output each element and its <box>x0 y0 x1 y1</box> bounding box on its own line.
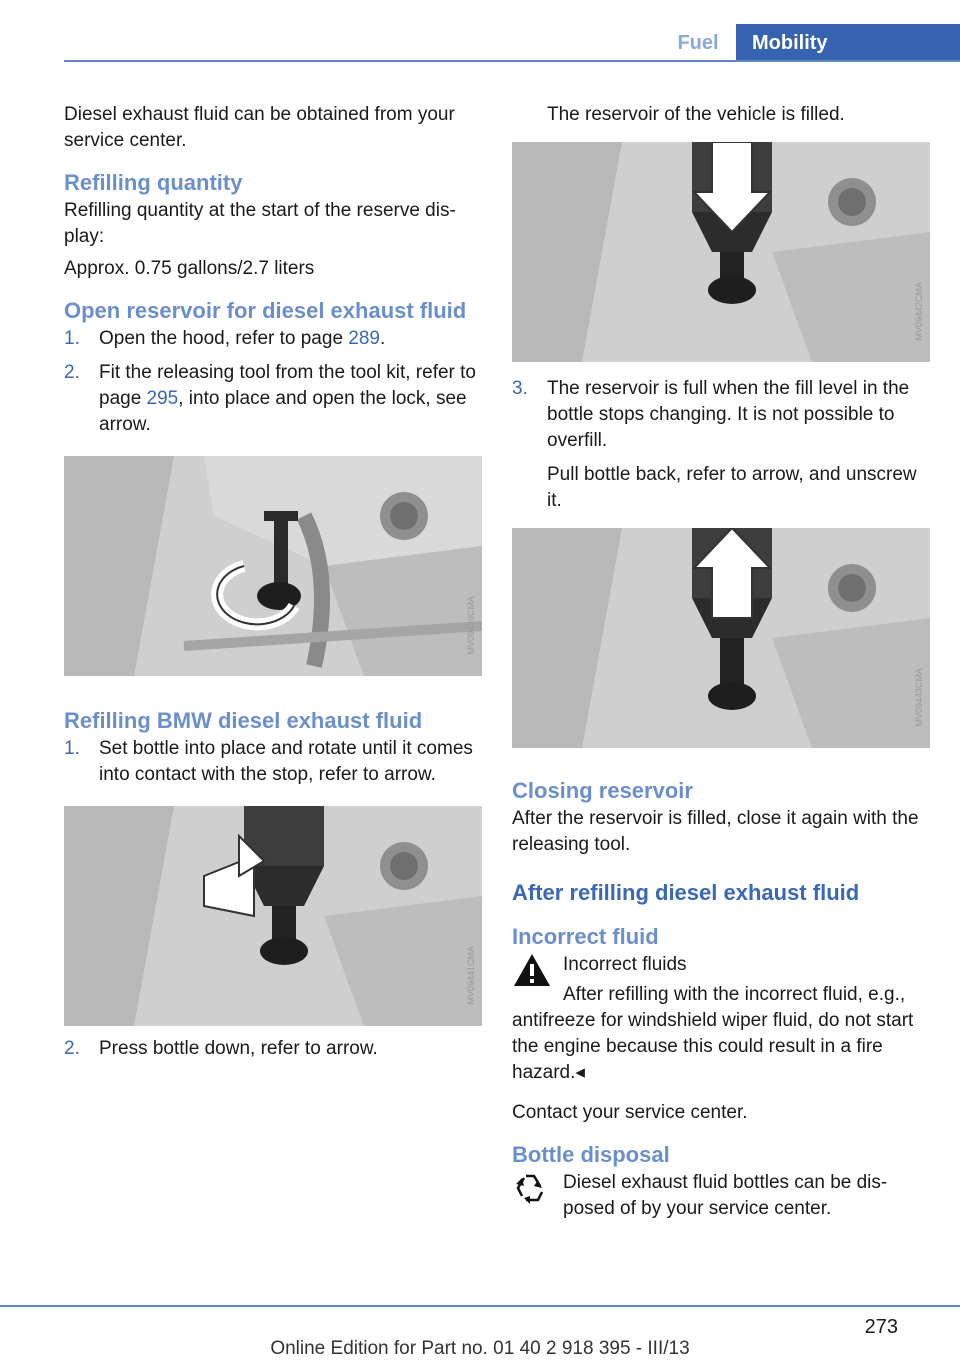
step-text: Fit the releasing tool from the tool kit, refer to page <box>99 362 477 409</box>
refilling-amount: Approx. 0.75 gallons/2.7 liters <box>64 258 315 279</box>
tab-fuel[interactable]: Fuel <box>660 24 736 62</box>
warning-triangle-icon <box>512 952 552 993</box>
engine-bay-illustration <box>512 528 930 748</box>
right-column <box>512 102 930 1222</box>
warning-title: Incorrect fluids <box>563 954 687 975</box>
intro-text: Diesel exhaust fluid can be obtained from your service center. <box>64 104 455 151</box>
edition-text: Online Edition for Part no. 01 40 2 918 395 - III/13 <box>270 1338 690 1359</box>
step-text: Set bottle into place and rotate until it comes into contact with the stop, refer to arrow. <box>99 738 473 785</box>
warning-text: After refilling with the incorrect fluid, e.g., antifreeze for windshield wiper fluid, do not start the engine because this could result in a fire hazard.◂ <box>512 984 914 1083</box>
heading-closing-reservoir: Closing reservoir <box>512 778 693 803</box>
engine-bay-illustration <box>64 456 482 676</box>
figure-code: MV09442CMA <box>914 282 924 341</box>
recycle-icon <box>512 1170 552 1215</box>
figure-open-lock <box>64 456 482 676</box>
disposal-text: Diesel exhaust fluid bottles can be disposed of by your service center. <box>563 1172 888 1219</box>
step-subtext: Pull bottle back, refer to arrow, and unscrew it. <box>547 464 917 511</box>
open-steps-list <box>64 326 482 438</box>
refill-steps-list <box>64 736 482 788</box>
figure-code: MV09439CMA <box>466 596 476 655</box>
figure-pull-back <box>512 528 930 748</box>
heading-refilling-quantity: Refilling quantity <box>64 170 243 195</box>
contact-text: Contact your service center. <box>512 1102 748 1123</box>
step-text: . <box>380 328 386 349</box>
heading-bottle-disposal: Bottle disposal <box>512 1142 670 1167</box>
refilling-quantity-text: Refilling quantity at the start of the reserve display: <box>64 200 456 247</box>
heading-after-refilling: After refilling diesel exhaust fluid <box>512 880 860 905</box>
step-number: 2. <box>64 1038 80 1059</box>
step-text: Press bottle down, refer to arrow. <box>99 1038 378 1059</box>
warning-block <box>512 952 930 978</box>
disposal-block <box>512 1170 930 1222</box>
refill-steps-list-2 <box>64 1036 482 1062</box>
step-text: , into place and open the lock, see arrow. <box>99 388 467 435</box>
page-number: 273 <box>864 1316 898 1338</box>
list-item <box>64 326 482 352</box>
figure-code: MV09441CMA <box>466 946 476 1005</box>
tab-mobility[interactable]: Mobility <box>736 24 960 62</box>
page-link-289[interactable]: 289 <box>348 328 380 349</box>
list-item <box>64 1036 482 1062</box>
figure-press-down <box>512 142 930 362</box>
list-item <box>64 736 482 788</box>
figure-rotate-bottle <box>64 806 482 1026</box>
engine-bay-illustration <box>512 142 930 362</box>
step-number: 3. <box>512 378 528 399</box>
list-item <box>512 376 930 514</box>
left-column <box>64 102 482 1072</box>
engine-bay-illustration <box>64 806 482 1026</box>
step-number: 1. <box>64 328 80 349</box>
refill-steps-list-3 <box>512 376 930 514</box>
figure-code: MV09443CMA <box>914 668 924 727</box>
reservoir-filled-text: The reservoir of the vehicle is filled. <box>547 104 845 125</box>
step-number: 2. <box>64 362 80 383</box>
footer-rule <box>0 1305 960 1307</box>
list-item <box>64 360 482 438</box>
step-text: Open the hood, refer to page <box>99 328 349 349</box>
step-text: The reservoir is full when the fill level in the bottle stops changing. It is not possible to overfill. <box>547 378 910 451</box>
closing-text: After the reservoir is filled, close it again with the releasing tool. <box>512 808 919 855</box>
step-number: 1. <box>64 738 80 759</box>
heading-incorrect-fluid: Incorrect fluid <box>512 924 659 949</box>
heading-open-reservoir: Open reservoir for diesel exhaust fluid <box>64 298 467 323</box>
page-link-295[interactable]: 295 <box>146 388 179 409</box>
header-rule <box>64 60 960 62</box>
heading-refilling-def: Refilling BMW diesel exhaust fluid <box>64 708 423 733</box>
